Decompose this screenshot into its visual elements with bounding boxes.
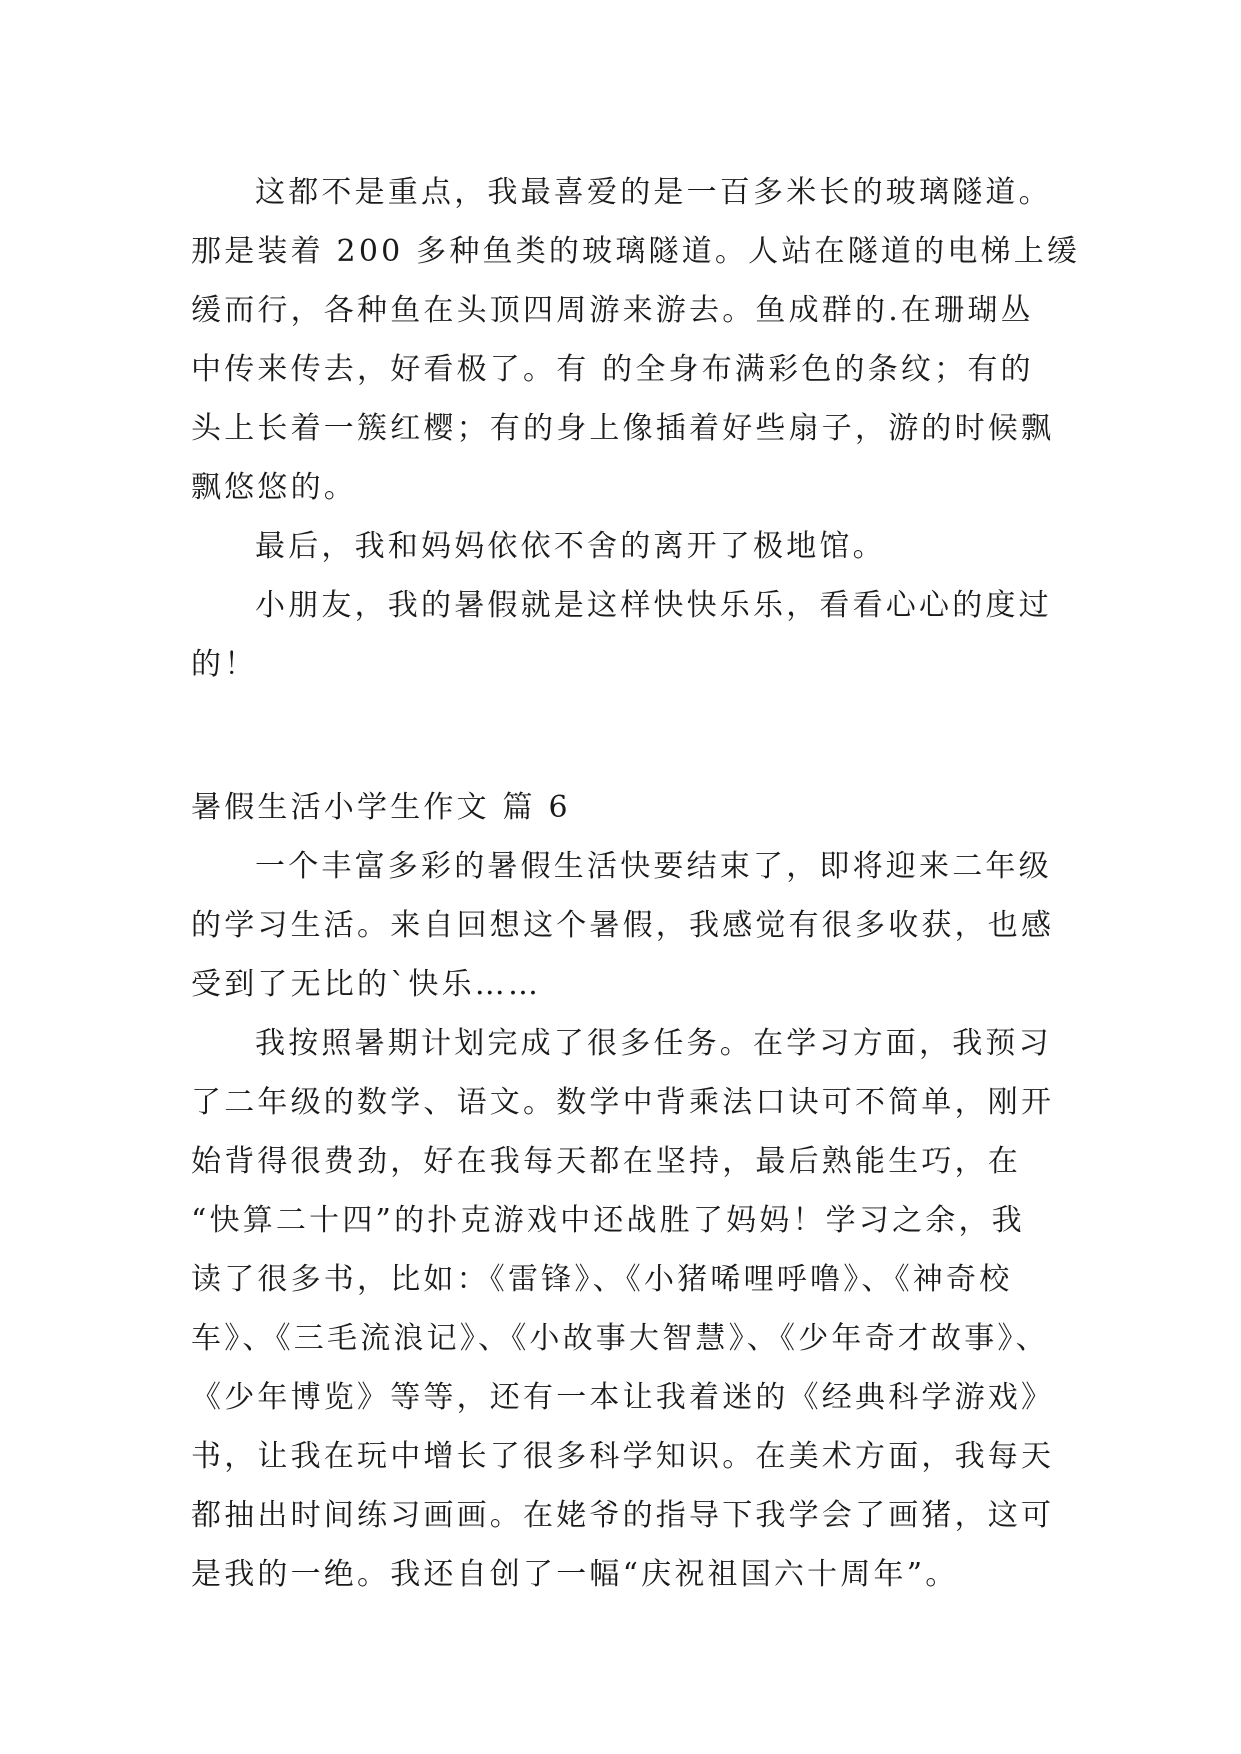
text-line: 受到了无比的`快乐…… — [191, 967, 542, 1002]
text-line: 书，让我在玩中增长了很多科学知识。在美术方面，我每天 — [191, 1439, 1055, 1474]
text-line: 最后，我和妈妈依依不舍的离开了极地馆。 — [255, 529, 886, 564]
text-line: 读了很多书，比如：《雷锋》、《小猪唏哩呼噜》、《神奇校 — [191, 1262, 1013, 1297]
text-line: 的学习生活。来自回想这个暑假，我感觉有很多收获，也感 — [191, 908, 1055, 943]
text-line: 始背得很费劲，好在我每天都在坚持，最后熟能生巧，在 — [191, 1144, 1021, 1179]
text-line: 小朋友，我的暑假就是这样快快乐乐，看看心心的度过 — [255, 588, 1052, 623]
paragraph — [191, 163, 1081, 517]
text-line: 那是装着 200 多种鱼类的玻璃隧道。人站在隧道的电梯上缓 — [191, 234, 1081, 269]
section-heading: 暑假生活小学生作文 篇 6 — [191, 790, 571, 825]
text-line: 车》、《三毛流浪记》、《小故事大智慧》、《少年奇才故事》、 — [191, 1321, 1049, 1356]
text-line: 中传来传去，好看极了。有 的全身布满彩色的条纹；有的 — [191, 352, 1034, 387]
document-body — [191, 163, 1081, 1604]
text-line: 飘悠悠的。 — [191, 470, 357, 505]
paragraph — [191, 517, 1071, 576]
paragraph — [191, 576, 1071, 694]
text-line: 我按照暑期计划完成了很多任务。在学习方面，我预习 — [255, 1026, 1052, 1061]
text-line: 一个丰富多彩的暑假生活快要结束了，即将迎来二年级 — [255, 849, 1052, 884]
text-line: 了二年级的数学、语文。数学中背乘法口诀可不简单，刚开 — [191, 1085, 1055, 1120]
text-line: 缓而行，各种鱼在头顶四周游来游去。鱼成群的.在珊瑚丛 — [191, 293, 1034, 328]
text-line: 头上长着一簇红樱；有的身上像插着好些扇子，游的时候飘 — [191, 411, 1055, 446]
text-line: 这都不是重点，我最喜爱的是一百多米长的玻璃隧道。 — [255, 175, 1052, 210]
text-line: 《少年博览》等等，还有一本让我着迷的《经典科学游戏》 — [191, 1380, 1055, 1415]
paragraph — [191, 837, 1071, 1014]
text-line: 的！ — [191, 647, 258, 682]
text-line: 都抽出时间练习画画。在姥爷的指导下我学会了画猪，这可 — [191, 1498, 1055, 1533]
paragraph — [191, 1014, 1071, 1604]
text-line: 是我的一绝。我还自创了一幅“庆祝祖国六十周年”。 — [191, 1557, 959, 1592]
text-line: “快算二十四”的扑克游戏中还战胜了妈妈！学习之余，我 — [191, 1203, 1025, 1238]
